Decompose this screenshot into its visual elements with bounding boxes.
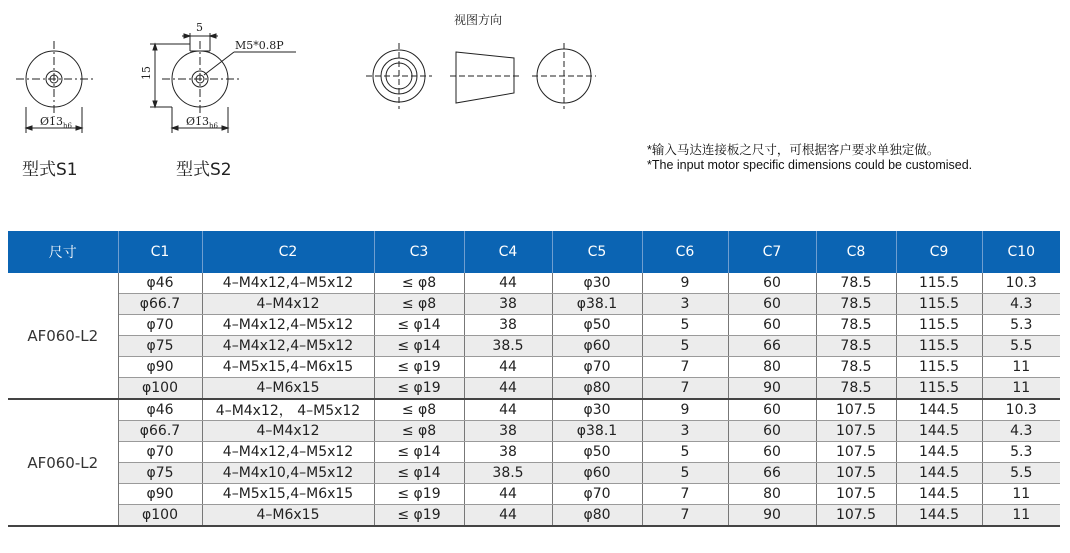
column-header: C2 [202, 231, 374, 273]
note-en: *The input motor specific dimensions could be customised. [647, 158, 973, 172]
table-cell: 11 [982, 505, 1060, 527]
table-cell: 4–M4x10,4–M5x12 [202, 463, 374, 484]
table-cell: ≤ φ8 [374, 421, 464, 442]
table-cell: 107.5 [816, 399, 896, 421]
table-cell: 11 [982, 357, 1060, 378]
table-cell: 107.5 [816, 484, 896, 505]
table-cell: 60 [728, 294, 816, 315]
table-row [8, 273, 1060, 294]
table-cell: 78.5 [816, 357, 896, 378]
table-cell: 44 [464, 505, 552, 527]
table-cell: 115.5 [896, 315, 982, 336]
table-cell: 4–M4x12， 4–M5x12 [202, 399, 374, 421]
table-row [8, 421, 1060, 442]
table-cell: φ60 [552, 336, 642, 357]
table-cell: φ100 [118, 378, 202, 400]
table-cell: 60 [728, 442, 816, 463]
form-s2-label: 型式S2 [176, 160, 232, 180]
table-cell: 144.5 [896, 484, 982, 505]
table-cell: 107.5 [816, 463, 896, 484]
table-cell: 80 [728, 357, 816, 378]
table-row [8, 463, 1060, 484]
table-cell: 7 [642, 505, 728, 527]
table-cell: φ30 [552, 399, 642, 421]
table-cell: ≤ φ8 [374, 273, 464, 294]
table-cell: φ70 [118, 442, 202, 463]
table-cell: 7 [642, 357, 728, 378]
column-header: C5 [552, 231, 642, 273]
table-cell: 115.5 [896, 273, 982, 294]
table-cell: 66 [728, 336, 816, 357]
table-cell: 78.5 [816, 336, 896, 357]
table-cell: 115.5 [896, 357, 982, 378]
table-cell: 60 [728, 273, 816, 294]
table-cell: 44 [464, 378, 552, 400]
table-cell: 38 [464, 421, 552, 442]
table-cell: 4–M5x15,4–M6x15 [202, 357, 374, 378]
table-cell: 107.5 [816, 421, 896, 442]
table-cell: 44 [464, 399, 552, 421]
table-cell: 115.5 [896, 378, 982, 400]
table-cell: 38.5 [464, 463, 552, 484]
table-cell: 10.3 [982, 399, 1060, 421]
table-cell: 144.5 [896, 421, 982, 442]
table-cell: 3 [642, 421, 728, 442]
table-cell: φ100 [118, 505, 202, 527]
table-cell: 44 [464, 484, 552, 505]
s2-diameter-label: $Ø13_{h6}$ [186, 115, 218, 130]
column-header: 尺寸 [8, 231, 118, 273]
table-row [8, 505, 1060, 527]
table-cell: 60 [728, 421, 816, 442]
table-cell: 4–M6x15 [202, 378, 374, 400]
table-row [8, 357, 1060, 378]
table-cell: 78.5 [816, 294, 896, 315]
table-cell: 5 [642, 463, 728, 484]
table-cell: 78.5 [816, 315, 896, 336]
table-cell: 107.5 [816, 505, 896, 527]
table-cell: 107.5 [816, 442, 896, 463]
table-cell: 90 [728, 378, 816, 400]
table-cell: 115.5 [896, 336, 982, 357]
table-cell: φ50 [552, 442, 642, 463]
table-cell: φ80 [552, 378, 642, 400]
table-cell: 4–M6x15 [202, 505, 374, 527]
table-cell: 60 [728, 315, 816, 336]
table-cell: 144.5 [896, 399, 982, 421]
table-cell: ≤ φ19 [374, 378, 464, 400]
table-cell: 38.5 [464, 336, 552, 357]
table-cell: 7 [642, 484, 728, 505]
table-header-row [8, 231, 1060, 273]
customization-note [647, 143, 972, 173]
column-header: C6 [642, 231, 728, 273]
column-header: C10 [982, 231, 1060, 273]
table-cell: ≤ φ14 [374, 315, 464, 336]
table-row [8, 294, 1060, 315]
table-cell: 4.3 [982, 421, 1060, 442]
table-cell: 4–M4x12,4–M5x12 [202, 273, 374, 294]
table-cell: 3 [642, 294, 728, 315]
table-cell: 5.5 [982, 336, 1060, 357]
table-row [8, 378, 1060, 400]
table-row [8, 442, 1060, 463]
table-cell: 5 [642, 336, 728, 357]
table-cell: 4–M4x12 [202, 294, 374, 315]
table-cell: φ50 [552, 315, 642, 336]
table-cell: φ46 [118, 273, 202, 294]
table-cell: 10.3 [982, 273, 1060, 294]
s2-thread-spec: M5*0.8P [235, 39, 284, 52]
table-cell: φ46 [118, 399, 202, 421]
form-s1-label: 型式S1 [22, 160, 78, 180]
table-cell: 5.3 [982, 442, 1060, 463]
table-cell: 44 [464, 273, 552, 294]
table-cell: 80 [728, 484, 816, 505]
table-cell: ≤ φ8 [374, 399, 464, 421]
table-row [8, 399, 1060, 421]
table-cell: 7 [642, 378, 728, 400]
table-cell: 38 [464, 315, 552, 336]
table-cell: 78.5 [816, 273, 896, 294]
column-header: C1 [118, 231, 202, 273]
table-cell: ≤ φ19 [374, 357, 464, 378]
table-cell: φ90 [118, 484, 202, 505]
table-cell: ≤ φ14 [374, 442, 464, 463]
table-cell: 5 [642, 315, 728, 336]
table-cell: 144.5 [896, 505, 982, 527]
table-cell: 4–M4x12,4–M5x12 [202, 336, 374, 357]
table-cell: 60 [728, 399, 816, 421]
table-cell: 4–M5x15,4–M6x15 [202, 484, 374, 505]
table-cell: φ70 [552, 484, 642, 505]
note-zh: *输入马达连接板之尺寸，可根据客户要求单独定做。 [647, 143, 940, 157]
table-cell: 66 [728, 463, 816, 484]
table-cell: 38 [464, 294, 552, 315]
table-cell: 78.5 [816, 378, 896, 400]
table-cell: ≤ φ8 [374, 294, 464, 315]
table-cell: φ66.7 [118, 294, 202, 315]
technical-drawing [0, 0, 640, 180]
column-header: C7 [728, 231, 816, 273]
table-cell: 9 [642, 399, 728, 421]
model-cell: AF060-L2 [8, 399, 118, 526]
table-cell: ≤ φ14 [374, 463, 464, 484]
table-cell: φ80 [552, 505, 642, 527]
view-direction-drawing [366, 43, 596, 109]
table-cell: φ70 [552, 357, 642, 378]
table-cell: φ70 [118, 315, 202, 336]
table-cell: φ90 [118, 357, 202, 378]
table-cell: 44 [464, 357, 552, 378]
table-cell: 115.5 [896, 294, 982, 315]
s1-diameter-label: $Ø13_{h6}$ [40, 115, 72, 130]
column-header: C9 [896, 231, 982, 273]
table-cell: 4–M4x12,4–M5x12 [202, 315, 374, 336]
table-cell: 11 [982, 378, 1060, 400]
model-cell: AF060-L2 [8, 273, 118, 399]
table-cell: 38 [464, 442, 552, 463]
table-row [8, 484, 1060, 505]
table-row [8, 336, 1060, 357]
table-cell: 5.5 [982, 463, 1060, 484]
table-cell: 144.5 [896, 442, 982, 463]
table-cell: ≤ φ19 [374, 484, 464, 505]
table-cell: φ30 [552, 273, 642, 294]
table-cell: φ38.1 [552, 421, 642, 442]
table-cell: ≤ φ14 [374, 336, 464, 357]
table-body [8, 273, 1060, 526]
dimension-table [8, 231, 1060, 527]
table-cell: 9 [642, 273, 728, 294]
table-cell: ≤ φ19 [374, 505, 464, 527]
table-cell: 5.3 [982, 315, 1060, 336]
column-header: C8 [816, 231, 896, 273]
s2-height-dim: 15 [140, 66, 153, 80]
s2-width-dim: 5 [196, 21, 203, 34]
table-cell: φ60 [552, 463, 642, 484]
table-row [8, 315, 1060, 336]
table-cell: 4.3 [982, 294, 1060, 315]
column-header: C4 [464, 231, 552, 273]
table-cell: 90 [728, 505, 816, 527]
table-cell: φ66.7 [118, 421, 202, 442]
view-direction-label: 视图方向 [454, 13, 503, 27]
table-cell: φ75 [118, 336, 202, 357]
column-header: C3 [374, 231, 464, 273]
table-cell: 5 [642, 442, 728, 463]
table-cell: 4–M4x12 [202, 421, 374, 442]
table-cell: φ38.1 [552, 294, 642, 315]
table-cell: 144.5 [896, 463, 982, 484]
table-cell: 4–M4x12,4–M5x12 [202, 442, 374, 463]
table-cell: 11 [982, 484, 1060, 505]
table-cell: φ75 [118, 463, 202, 484]
